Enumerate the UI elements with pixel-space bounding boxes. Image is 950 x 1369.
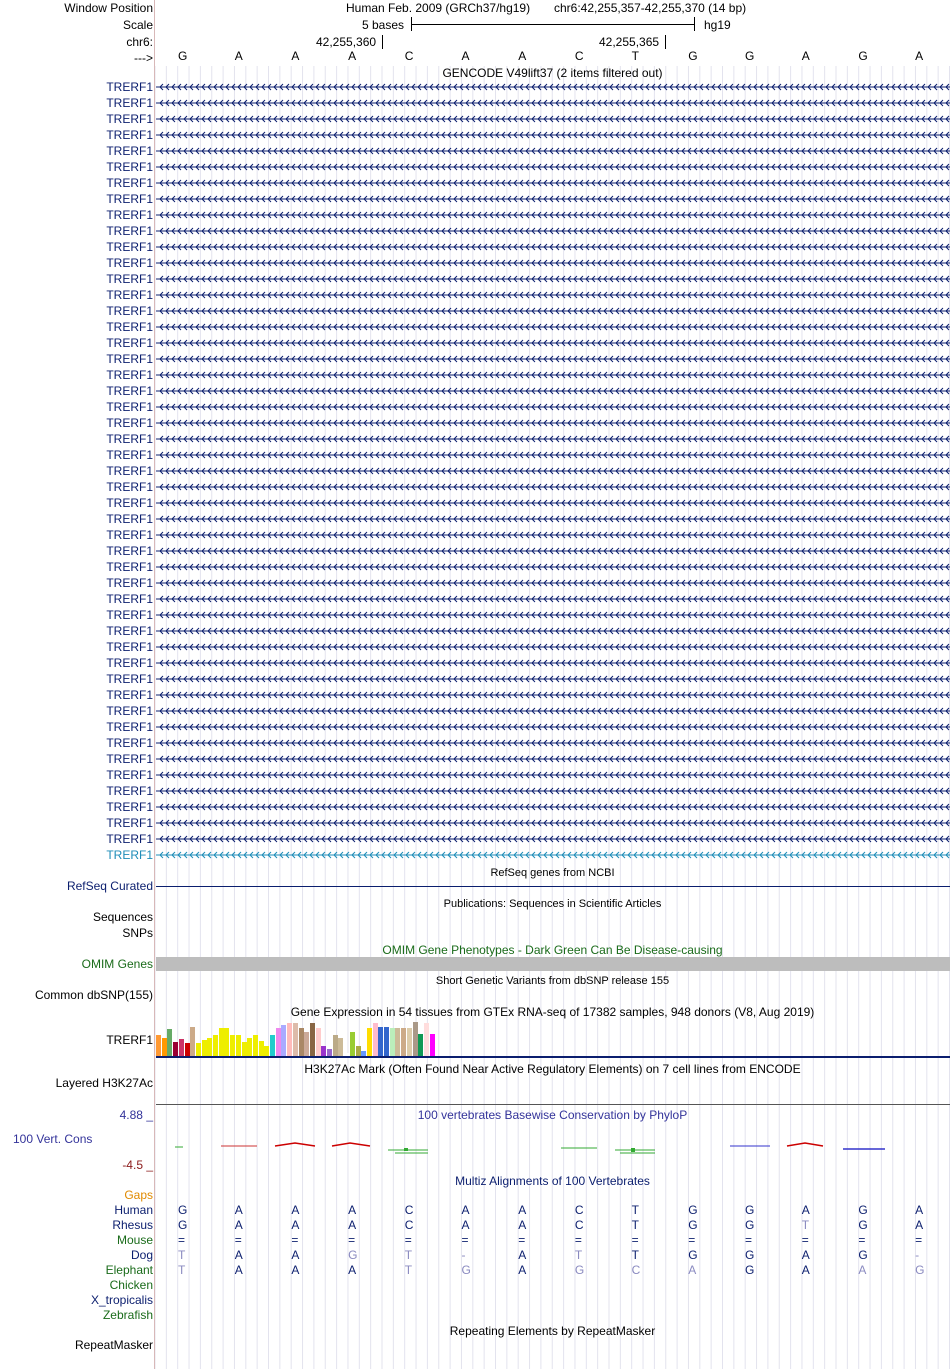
- aligned-base: -: [461, 1248, 466, 1262]
- gencode-gene-line[interactable]: [156, 272, 950, 286]
- gencode-item-label[interactable]: TRERF1: [106, 224, 153, 238]
- gencode-item-label[interactable]: TRERF1: [106, 704, 153, 718]
- aligned-base: -: [915, 1248, 920, 1262]
- gencode-gene-line[interactable]: [156, 688, 950, 702]
- refseq-gene-line[interactable]: [156, 886, 950, 887]
- gencode-gene-line[interactable]: [156, 384, 950, 398]
- aligned-base: A: [291, 1218, 300, 1232]
- aligned-base: A: [801, 1263, 810, 1277]
- gencode-gene-line[interactable]: [156, 256, 950, 270]
- aligned-base: T: [574, 1248, 583, 1262]
- gencode-track-title: GENCODE V49lift37 (2 items filtered out): [442, 66, 663, 80]
- gencode-gene-line[interactable]: [156, 848, 950, 862]
- gtex-tissue-bar[interactable]: [395, 1028, 400, 1056]
- aligned-base: =: [858, 1233, 866, 1247]
- aligned-base: A: [348, 1218, 357, 1232]
- aligned-base: C: [404, 1218, 414, 1232]
- strand-label: --->: [134, 51, 153, 65]
- coordinate-tick: [665, 35, 666, 49]
- gtex-tissue-bar[interactable]: [338, 1038, 343, 1056]
- gtex-tissue-bar[interactable]: [430, 1034, 435, 1056]
- gencode-gene-line[interactable]: [156, 528, 950, 542]
- gencode-gene-line[interactable]: [156, 624, 950, 638]
- reference-base: G: [745, 49, 755, 63]
- gencode-item-label[interactable]: TRERF1: [106, 784, 153, 798]
- gtex-tissue-bar[interactable]: [179, 1039, 184, 1056]
- gencode-item-label[interactable]: TRERF1: [106, 352, 153, 366]
- gencode-item-label[interactable]: TRERF1: [106, 448, 153, 462]
- gencode-item-label[interactable]: TRERF1: [106, 576, 153, 590]
- gtex-tissue-bar[interactable]: [247, 1038, 252, 1056]
- aligned-base: =: [461, 1233, 469, 1247]
- repeatmasker-track-title: Repeating Elements by RepeatMasker: [449, 1324, 656, 1338]
- gencode-item-label[interactable]: TRERF1: [106, 512, 153, 526]
- aligned-base: T: [404, 1263, 413, 1277]
- gencode-item-label[interactable]: TRERF1: [106, 736, 153, 750]
- gencode-gene-line[interactable]: [156, 368, 950, 382]
- aligned-base: T: [631, 1248, 639, 1262]
- gencode-gene-line[interactable]: [156, 720, 950, 734]
- species-label[interactable]: Mouse: [116, 1233, 153, 1247]
- gencode-gene-line[interactable]: [156, 832, 950, 846]
- gencode-item-label[interactable]: TRERF1: [106, 672, 153, 686]
- gencode-item-label[interactable]: TRERF1: [106, 832, 153, 846]
- gtex-tissue-bar[interactable]: [333, 1035, 338, 1056]
- gtex-tissue-bar[interactable]: [281, 1025, 286, 1056]
- gencode-item-label[interactable]: TRERF1: [106, 528, 153, 542]
- gencode-gene-line[interactable]: [156, 400, 950, 414]
- aligned-base: G: [574, 1263, 585, 1277]
- gencode-item-label[interactable]: TRERF1: [106, 288, 153, 302]
- reference-base: G: [858, 49, 868, 63]
- scale-label: Scale: [122, 18, 153, 32]
- gencode-item-label[interactable]: TRERF1: [106, 768, 153, 782]
- gtex-tissue-bar[interactable]: [316, 1028, 321, 1056]
- phylop-segment: [404, 1148, 408, 1151]
- aligned-base: G: [858, 1203, 868, 1217]
- dbsnp-track-title: Short Genetic Variants from dbSNP release 155: [435, 975, 670, 987]
- gencode-gene-line[interactable]: [156, 192, 950, 206]
- gtex-tissue-bar[interactable]: [190, 1027, 195, 1056]
- gencode-gene-line[interactable]: [156, 608, 950, 622]
- gencode-gene-line[interactable]: [156, 432, 950, 446]
- species-label[interactable]: X_tropicalis: [90, 1293, 153, 1307]
- gencode-item-label[interactable]: TRERF1: [106, 592, 153, 606]
- gtex-tissue-bar[interactable]: [230, 1035, 235, 1056]
- aligned-base: T: [631, 1203, 639, 1217]
- gencode-gene-line[interactable]: [156, 672, 950, 686]
- gencode-item-label[interactable]: TRERF1: [106, 144, 153, 158]
- gencode-item-label[interactable]: TRERF1: [106, 544, 153, 558]
- gtex-tissue-bar[interactable]: [173, 1042, 178, 1056]
- coordinate-label: 42,255,360: [316, 35, 377, 49]
- gencode-item-label[interactable]: TRERF1: [106, 112, 153, 126]
- gencode-gene-line[interactable]: [156, 480, 950, 494]
- gencode-item-label[interactable]: TRERF1: [106, 160, 153, 174]
- gtex-tissue-bar[interactable]: [196, 1043, 201, 1056]
- aligned-base: A: [234, 1248, 243, 1262]
- h3k27ac-baseline: [156, 1104, 950, 1105]
- gtex-tissue-bar[interactable]: [367, 1028, 372, 1056]
- gencode-gene-line[interactable]: [156, 304, 950, 318]
- species-label[interactable]: Rhesus: [112, 1218, 153, 1232]
- gtex-tissue-bar[interactable]: [202, 1040, 207, 1056]
- aligned-base: A: [915, 1203, 924, 1217]
- gencode-item-label[interactable]: TRERF1: [106, 368, 153, 382]
- species-label[interactable]: Dog: [130, 1248, 153, 1262]
- aligned-base: G: [858, 1248, 868, 1262]
- gencode-item-label[interactable]: TRERF1: [106, 208, 153, 222]
- gencode-gene-line[interactable]: [156, 352, 950, 366]
- aligned-base: =: [688, 1233, 696, 1247]
- gtex-track-title: Gene Expression in 54 tissues from GTEx RNA-seq of 17382 samples, 948 donors (V8, Aug 2019): [290, 1005, 815, 1019]
- phylop-segment: [332, 1143, 370, 1146]
- reference-base: A: [234, 49, 243, 63]
- reference-base: G: [688, 49, 698, 63]
- gtex-tissue-bar[interactable]: [207, 1038, 212, 1056]
- window-position-label: Window Position: [64, 1, 153, 15]
- gtex-tissue-bar[interactable]: [401, 1028, 406, 1056]
- gencode-item-label[interactable]: TRERF1: [106, 464, 153, 478]
- position-readout[interactable]: chr6:42,255,357-42,255,370 (14 bp): [554, 1, 747, 15]
- species-label[interactable]: Zebrafish: [102, 1308, 153, 1322]
- gtex-tissue-bar[interactable]: [327, 1049, 332, 1056]
- phylop-conservation-plot[interactable]: [155, 1120, 950, 1170]
- aligned-base: G: [745, 1203, 755, 1217]
- gencode-gene-line[interactable]: [156, 592, 950, 606]
- aligned-base: A: [858, 1263, 867, 1277]
- snps-track-label[interactable]: SNPs: [122, 926, 153, 940]
- gencode-gene-line[interactable]: [156, 224, 950, 238]
- gencode-gene-line[interactable]: [156, 320, 950, 334]
- h3k27ac-track-label[interactable]: Layered H3K27Ac: [55, 1076, 153, 1090]
- gencode-gene-line[interactable]: [156, 512, 950, 526]
- aligned-base: A: [518, 1218, 527, 1232]
- gencode-gene-line[interactable]: [156, 640, 950, 654]
- gencode-gene-line[interactable]: [156, 560, 950, 574]
- coordinate-tick: [382, 35, 383, 49]
- gencode-gene-line[interactable]: [156, 704, 950, 718]
- dbsnp-track-label[interactable]: Common dbSNP(155): [34, 988, 153, 1002]
- assembly-name: Human Feb. 2009 (GRCh37/hg19): [346, 1, 531, 15]
- gtex-tissue-bar[interactable]: [424, 1023, 429, 1056]
- aligned-base: G: [178, 1218, 188, 1232]
- repeatmasker-track-label[interactable]: RepeatMasker: [74, 1338, 153, 1352]
- gtex-tissue-bar[interactable]: [378, 1027, 383, 1056]
- aligned-base: G: [915, 1263, 925, 1277]
- gtex-tissue-bar[interactable]: [236, 1035, 241, 1056]
- gtex-tissue-bar[interactable]: [350, 1032, 355, 1056]
- gtex-track-label[interactable]: TRERF1: [106, 1033, 153, 1047]
- gencode-item-label[interactable]: TRERF1: [106, 176, 153, 190]
- omim-gene-block[interactable]: [156, 957, 950, 971]
- gencode-item-label[interactable]: TRERF1: [106, 432, 153, 446]
- gencode-item-label[interactable]: TRERF1: [106, 240, 153, 254]
- aligned-base: =: [574, 1233, 582, 1247]
- gencode-gene-line[interactable]: [156, 496, 950, 510]
- aligned-base: A: [461, 1218, 470, 1232]
- aligned-base: =: [178, 1233, 186, 1247]
- reference-base: A: [518, 49, 527, 63]
- aligned-base: A: [801, 1248, 810, 1262]
- gtex-tissue-bar[interactable]: [185, 1043, 190, 1056]
- gencode-gene-line[interactable]: [156, 80, 950, 94]
- reference-base: G: [178, 49, 188, 63]
- gencode-item-label[interactable]: TRERF1: [106, 80, 153, 94]
- gencode-item-label[interactable]: TRERF1: [106, 608, 153, 622]
- aligned-base: T: [404, 1248, 413, 1262]
- aligned-base: T: [178, 1248, 186, 1262]
- aligned-base: A: [348, 1203, 357, 1217]
- reference-base: A: [461, 49, 470, 63]
- gencode-gene-line[interactable]: [156, 448, 950, 462]
- gtex-tissue-bar[interactable]: [167, 1029, 172, 1056]
- aligned-base: G: [688, 1218, 698, 1232]
- aligned-base: A: [291, 1248, 300, 1262]
- gencode-gene-line[interactable]: [156, 816, 950, 830]
- gtex-tissue-bar[interactable]: [276, 1028, 281, 1056]
- aligned-base: =: [631, 1233, 639, 1247]
- aligned-base: A: [234, 1203, 243, 1217]
- gtex-tissue-bar[interactable]: [253, 1035, 258, 1056]
- aligned-base: G: [745, 1263, 755, 1277]
- aligned-base: C: [574, 1218, 584, 1232]
- reference-base: C: [404, 49, 414, 63]
- gencode-gene-line[interactable]: [156, 416, 950, 430]
- gtex-tissue-bar[interactable]: [224, 1028, 229, 1056]
- gencode-item-label[interactable]: TRERF1: [106, 752, 153, 766]
- gencode-item-label[interactable]: TRERF1: [106, 320, 153, 334]
- aligned-base: A: [518, 1263, 527, 1277]
- phylop-min-label: -4.5 _: [122, 1158, 153, 1172]
- gencode-gene-line[interactable]: [156, 336, 950, 350]
- gencode-item-label[interactable]: TRERF1: [106, 96, 153, 110]
- aligned-base: G: [745, 1218, 755, 1232]
- aligned-base: A: [801, 1203, 810, 1217]
- aligned-base: A: [234, 1218, 243, 1232]
- species-label[interactable]: Elephant: [105, 1263, 153, 1277]
- gencode-item-label[interactable]: TRERF1: [106, 400, 153, 414]
- aligned-base: =: [404, 1233, 412, 1247]
- aligned-base: =: [291, 1233, 299, 1247]
- gencode-gene-line[interactable]: [156, 160, 950, 174]
- gaps-label[interactable]: Gaps: [124, 1188, 153, 1202]
- phylop-track-title: 100 vertebrates Basewise Conservation by PhyloP: [417, 1108, 688, 1122]
- multiz-track-title: Multiz Alignments of 100 Vertebrates: [455, 1174, 650, 1188]
- gencode-item-label[interactable]: TRERF1: [106, 624, 153, 638]
- phylop-segment: [787, 1143, 823, 1146]
- gencode-gene-line[interactable]: [156, 752, 950, 766]
- gencode-gene-line[interactable]: [156, 576, 950, 590]
- aligned-base: T: [631, 1218, 639, 1232]
- aligned-base: A: [291, 1203, 300, 1217]
- gencode-item-label[interactable]: TRERF1: [106, 336, 153, 350]
- aligned-base: T: [801, 1218, 810, 1232]
- gencode-item-label[interactable]: TRERF1: [106, 480, 153, 494]
- aligned-base: G: [348, 1248, 358, 1262]
- gencode-gene-line[interactable]: [156, 464, 950, 478]
- aligned-base: C: [404, 1203, 414, 1217]
- aligned-base: G: [858, 1218, 868, 1232]
- aligned-base: G: [461, 1263, 471, 1277]
- aligned-base: C: [631, 1263, 641, 1277]
- omim-track-label[interactable]: OMIM Genes: [81, 957, 153, 971]
- gencode-gene-line[interactable]: [156, 240, 950, 254]
- gtex-tissue-bar[interactable]: [407, 1028, 412, 1056]
- gtex-tissue-bar[interactable]: [310, 1023, 315, 1056]
- gencode-item-label[interactable]: TRERF1: [106, 496, 153, 510]
- reference-base: A: [291, 49, 300, 63]
- reference-base: A: [915, 49, 924, 63]
- aligned-base: G: [688, 1248, 698, 1262]
- refseq-track-title: RefSeq genes from NCBI: [490, 867, 615, 879]
- gtex-tissue-bar[interactable]: [287, 1023, 292, 1056]
- gencode-gene-line[interactable]: [156, 736, 950, 750]
- aligned-base: G: [745, 1248, 755, 1262]
- aligned-base: =: [234, 1233, 242, 1247]
- aligned-base: =: [915, 1233, 923, 1247]
- aligned-base: =: [745, 1233, 753, 1247]
- scale-bar-right-tick: [694, 17, 695, 31]
- gtex-tissue-bar[interactable]: [390, 1028, 395, 1056]
- gencode-gene-line[interactable]: [156, 128, 950, 142]
- aligned-base: T: [178, 1263, 186, 1277]
- gencode-item-label[interactable]: TRERF1: [106, 720, 153, 734]
- aligned-base: A: [461, 1203, 470, 1217]
- gtex-tissue-bar[interactable]: [418, 1034, 423, 1056]
- gencode-gene-line[interactable]: [156, 96, 950, 110]
- aligned-base: C: [574, 1203, 584, 1217]
- gtex-tissue-bar[interactable]: [413, 1022, 418, 1056]
- gencode-gene-line[interactable]: [156, 784, 950, 798]
- gencode-item-label[interactable]: TRERF1: [106, 688, 153, 702]
- publications-track-label[interactable]: Sequences: [92, 910, 153, 924]
- species-label[interactable]: Chicken: [109, 1278, 153, 1292]
- gtex-tissue-bar[interactable]: [299, 1028, 304, 1056]
- gtex-tissue-bar[interactable]: [162, 1038, 167, 1056]
- gtex-tissue-bar[interactable]: [270, 1035, 275, 1056]
- gencode-item-label[interactable]: TRERF1: [106, 848, 153, 862]
- gencode-item-label[interactable]: TRERF1: [106, 128, 153, 142]
- gencode-item-label[interactable]: TRERF1: [106, 384, 153, 398]
- refseq-track-label[interactable]: RefSeq Curated: [66, 879, 153, 893]
- phylop-segment: [275, 1143, 315, 1146]
- reference-base: T: [631, 49, 639, 63]
- reference-base: A: [348, 49, 357, 63]
- db-name: hg19: [704, 18, 731, 32]
- h3k27ac-track-title: H3K27Ac Mark (Often Found Near Active Regulatory Elements) on 7 cell lines from ENCODE: [304, 1062, 801, 1076]
- aligned-base: =: [518, 1233, 526, 1247]
- gencode-gene-line[interactable]: [156, 208, 950, 222]
- aligned-base: G: [178, 1203, 188, 1217]
- gencode-item-label[interactable]: TRERF1: [106, 192, 153, 206]
- publications-track-title: Publications: Sequences in Scientific Articles: [443, 898, 662, 910]
- gtex-tissue-bar[interactable]: [293, 1023, 298, 1056]
- scale-bar: [411, 24, 694, 25]
- gencode-gene-line[interactable]: [156, 544, 950, 558]
- gencode-gene-line[interactable]: [156, 144, 950, 158]
- reference-base: C: [574, 49, 584, 63]
- scale-text: 5 bases: [362, 18, 405, 32]
- gencode-item-label[interactable]: TRERF1: [106, 560, 153, 574]
- gencode-item-label[interactable]: TRERF1: [106, 800, 153, 814]
- gencode-item-label[interactable]: TRERF1: [106, 656, 153, 670]
- gencode-item-label[interactable]: TRERF1: [106, 256, 153, 270]
- gencode-item-label[interactable]: TRERF1: [106, 272, 153, 286]
- aligned-base: A: [915, 1218, 924, 1232]
- gencode-item-label[interactable]: TRERF1: [106, 304, 153, 318]
- gtex-tissue-bar[interactable]: [373, 1023, 378, 1056]
- gencode-gene-line[interactable]: [156, 112, 950, 126]
- gtex-gene-line: [156, 1056, 950, 1058]
- aligned-base: =: [801, 1233, 809, 1247]
- gtex-tissue-bar[interactable]: [259, 1041, 264, 1056]
- aligned-base: A: [348, 1263, 357, 1277]
- coordinate-label: 42,255,365: [599, 35, 660, 49]
- species-label[interactable]: Human: [114, 1203, 153, 1217]
- phylop-track-label[interactable]: 100 Vert. Cons: [13, 1132, 93, 1146]
- aligned-base: A: [234, 1263, 243, 1277]
- aligned-base: A: [291, 1263, 300, 1277]
- gencode-item-label[interactable]: TRERF1: [106, 640, 153, 654]
- gencode-gene-line[interactable]: [156, 176, 950, 190]
- aligned-base: G: [688, 1203, 698, 1217]
- omim-track-title: OMIM Gene Phenotypes - Dark Green Can Be Disease-causing: [382, 943, 723, 957]
- gencode-gene-line[interactable]: [156, 768, 950, 782]
- reference-bases: [0, 49, 950, 63]
- aligned-base: A: [518, 1248, 527, 1262]
- aligned-base: A: [688, 1263, 697, 1277]
- aligned-base: A: [518, 1203, 527, 1217]
- gtex-tissue-bar[interactable]: [242, 1042, 247, 1056]
- phylop-segment: [631, 1148, 635, 1152]
- gtex-tissue-bar[interactable]: [219, 1028, 224, 1056]
- phylop-max-label: 4.88 _: [119, 1108, 153, 1122]
- reference-base: A: [801, 49, 810, 63]
- gencode-item-label[interactable]: TRERF1: [106, 816, 153, 830]
- gencode-gene-line[interactable]: [156, 288, 950, 302]
- gtex-tissue-bar[interactable]: [304, 1032, 309, 1056]
- gtex-tissue-bar[interactable]: [264, 1046, 269, 1056]
- gencode-item-label[interactable]: TRERF1: [106, 416, 153, 430]
- gtex-tissue-bar[interactable]: [384, 1027, 389, 1056]
- gtex-tissue-bar[interactable]: [356, 1046, 361, 1056]
- gencode-gene-line[interactable]: [156, 800, 950, 814]
- gtex-tissue-bar[interactable]: [321, 1046, 326, 1056]
- gtex-tissue-bar[interactable]: [156, 1035, 161, 1056]
- chr-label: chr6:: [126, 35, 153, 49]
- aligned-base: =: [348, 1233, 356, 1247]
- gtex-tissue-bar[interactable]: [213, 1035, 218, 1056]
- gencode-gene-line[interactable]: [156, 656, 950, 670]
